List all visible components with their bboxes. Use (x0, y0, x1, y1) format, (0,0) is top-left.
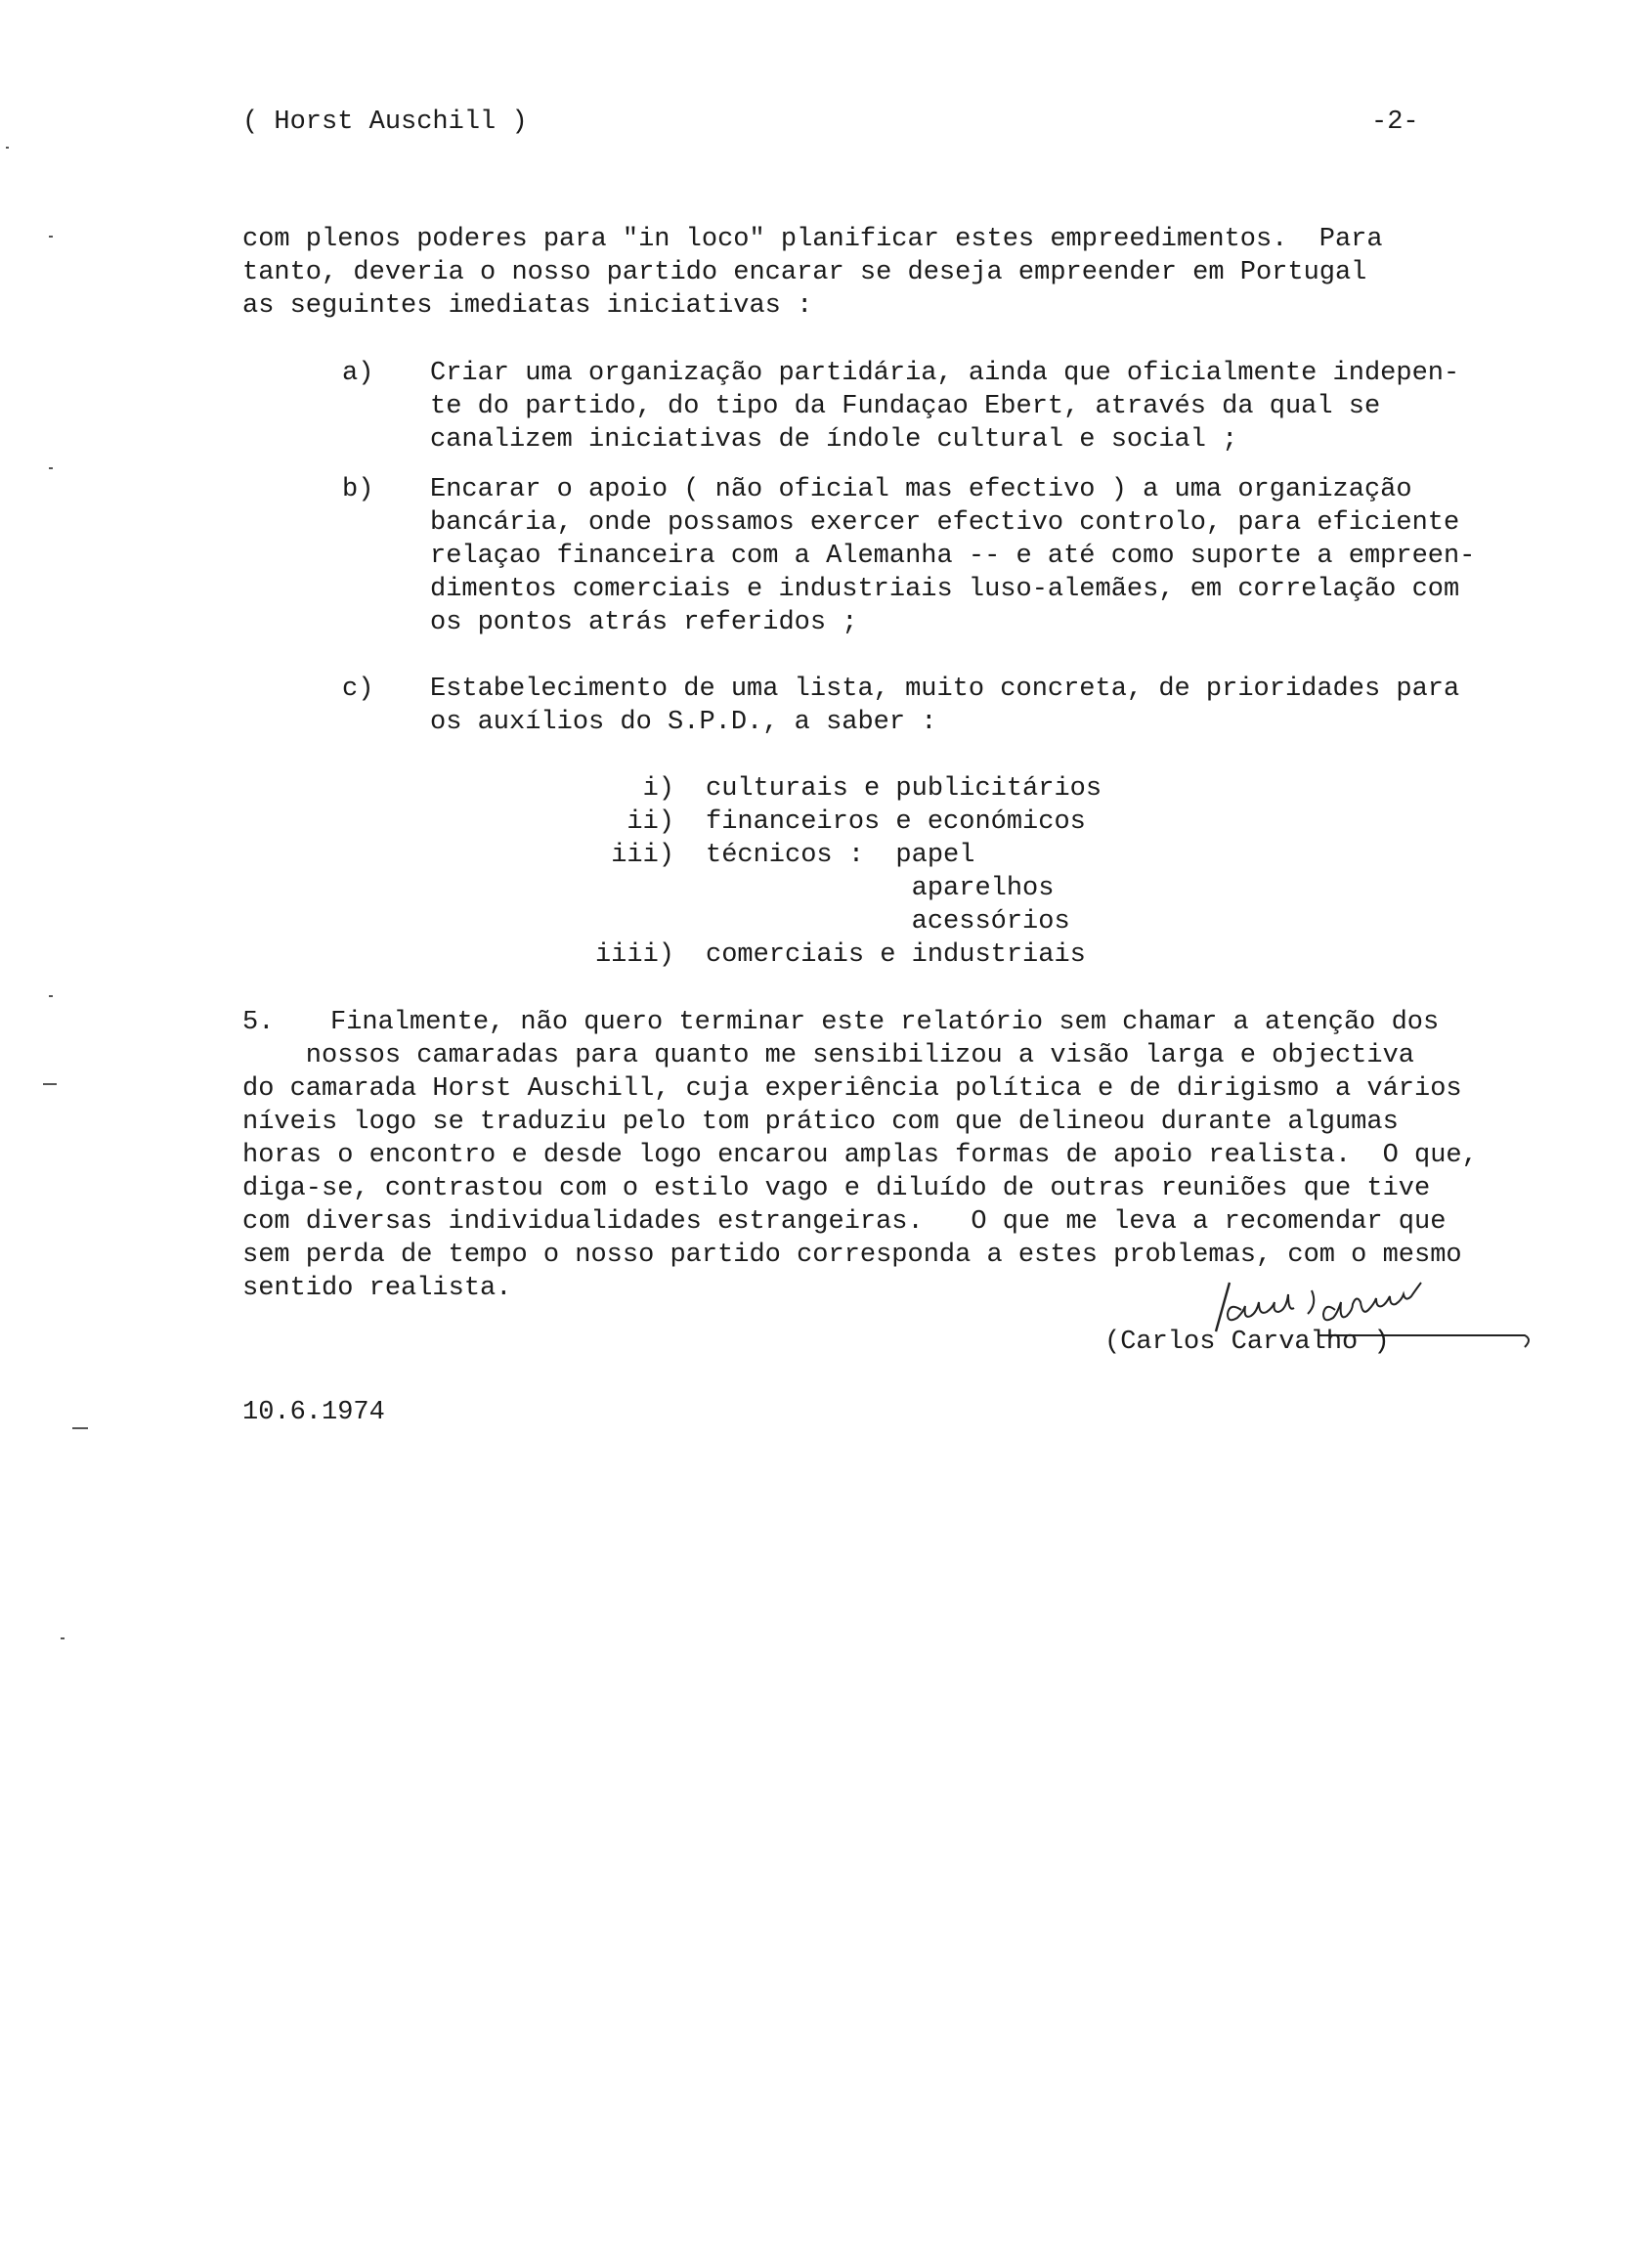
scan-speck (49, 467, 53, 469)
item-line: te do partido, do tipo da Fundaçao Ebert, através da qual se (430, 392, 1381, 421)
priority-numeral: iii) (611, 841, 674, 870)
priority-entry: comerciais e industriais (706, 940, 1086, 970)
paragraph-number: 5. (242, 1008, 275, 1037)
signature-name: (Carlos Carvalho ) (1104, 1328, 1390, 1357)
closing-line: nossos camaradas para quanto me sensibilizou a visão larga e objectiva (242, 1041, 1414, 1070)
closing-line: com diversas individualidades estrangeiras. O que me leva a recomendar que (242, 1207, 1447, 1237)
scan-speck (49, 236, 53, 238)
item-line: dimentos comerciais e industriais luso-alemães, em correlação com (430, 575, 1460, 604)
priority-entry: aparelhos (706, 874, 1055, 903)
item-line: Encarar o apoio ( não oficial mas efectivo ) a uma organização (430, 475, 1412, 504)
item-line: Estabelecimento de uma lista, muito concreta, de prioridades para (430, 675, 1460, 704)
closing-line: diga-se, contrastou com o estilo vago e diluído de outras reuniões que tive (242, 1174, 1431, 1203)
scan-speck (49, 995, 53, 997)
priority-numeral: ii) (627, 807, 674, 837)
closing-line: do camarada Horst Auschill, cuja experiência política e de dirigismo a vários (242, 1074, 1462, 1104)
priority-numeral: iiii) (594, 940, 674, 970)
item-line: os auxílios do S.P.D., a saber : (430, 708, 937, 737)
item-label: c) (342, 675, 374, 704)
closing-line: sem perda de tempo o nosso partido corresponda a estes problemas, com o mesmo (242, 1241, 1462, 1270)
scan-speck (43, 1083, 57, 1085)
closing-line: Finalmente, não quero terminar este relatório sem chamar a atenção dos (330, 1008, 1440, 1037)
document-date: 10.6.1974 (242, 1398, 385, 1427)
item-line: relaçao financeira com a Alemanha -- e até como suporte a empreen- (430, 542, 1476, 571)
intro-line: as seguintes imediatas iniciativas : (242, 291, 813, 321)
scan-speck (61, 1637, 65, 1639)
priority-entry: financeiros e económicos (706, 807, 1086, 837)
item-label: b) (342, 475, 374, 504)
item-label: a) (342, 359, 374, 388)
priority-entry: culturais e publicitários (706, 774, 1102, 804)
priority-entry: acessórios (706, 907, 1070, 937)
item-line: canalizem iniciativas de índole cultural e social ; (430, 425, 1238, 455)
scan-speck (6, 147, 9, 149)
header-recipient: ( Horst Auschill ) (242, 108, 528, 137)
item-line: Criar uma organização partidária, ainda que oficialmente indepen- (430, 359, 1460, 388)
priority-numeral: i) (642, 774, 674, 804)
item-line: os pontos atrás referidos ; (430, 608, 858, 637)
priority-entry: técnicos : papel (706, 841, 975, 870)
intro-line: tanto, deveria o nosso partido encarar se deseja empreender em Portugal (242, 258, 1367, 287)
closing-line: horas o encontro e desde logo encarou amplas formas de apoio realista. O que, (242, 1141, 1478, 1170)
closing-line: sentido realista. (242, 1274, 512, 1303)
intro-line: com plenos poderes para "in loco" planificar estes empreedimentos. Para (242, 225, 1383, 254)
closing-line: níveis logo se traduziu pelo tom prático com que delineou durante algumas (242, 1108, 1399, 1137)
scan-speck (72, 1427, 88, 1429)
page-number: -2- (1371, 108, 1419, 137)
item-line: bancária, onde possamos exercer efectivo controlo, para eficiente (430, 508, 1460, 538)
